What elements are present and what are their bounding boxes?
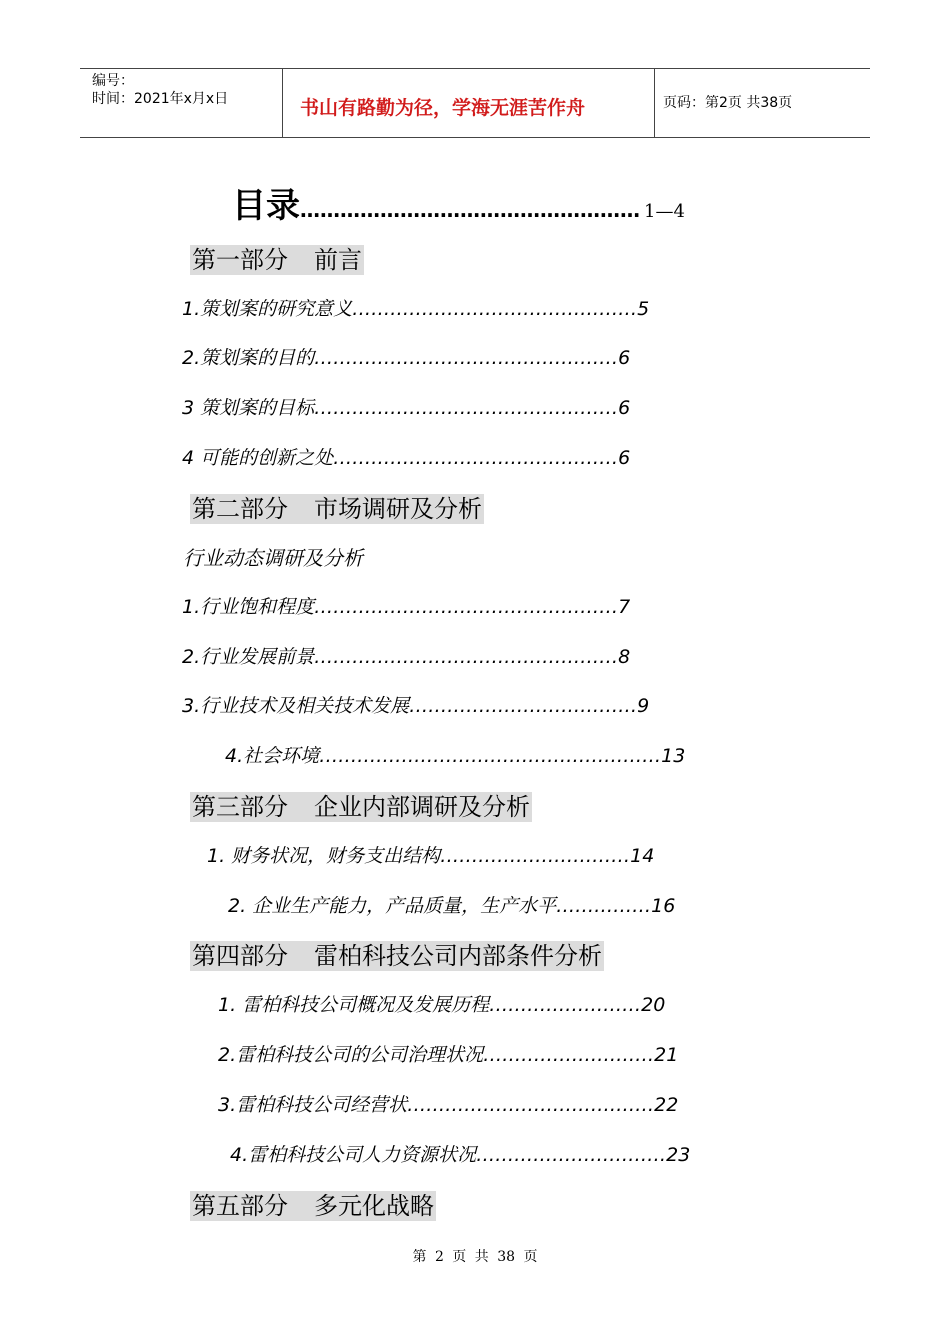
section-label: 第一部分 [192,246,288,274]
toc-subheading: 行业动态调研及分析 [183,546,363,570]
section-heading [190,792,532,822]
toc-entry[interactable]: 2.行业发展前景…………………………………………8 [182,646,631,668]
header-motto-cell [282,69,655,137]
header-page-cell [655,69,870,137]
toc-entry[interactable]: 1. 财务状况，财务支出结构…………………………14 [207,845,655,867]
section-heading [190,941,604,971]
number-label: 编号： [92,73,134,89]
section-title: 市场调研及分析 [314,495,482,523]
section-heading [190,494,484,524]
section-title: 多元化战略 [314,1192,434,1220]
toc-title [232,186,685,232]
time-label: 时间：2021年x月x日 [92,91,229,107]
toc-entry[interactable]: 1. 雷柏科技公司概况及发展历程……………………20 [218,994,666,1016]
toc-entry[interactable]: 4 可能的创新之处………………………………………6 [182,447,631,469]
toc-entry[interactable]: 2. 企业生产能力，产品质量，生产水平……………16 [228,895,676,917]
page-header [80,68,870,138]
toc-title-text: 目录 [232,186,300,226]
section-heading [190,245,364,275]
toc-entry[interactable]: 1.行业饱和程度…………………………………………7 [182,596,631,618]
toc-entry[interactable]: 3.雷柏科技公司经营状…………………………………22 [218,1094,679,1116]
toc-title-pages: 1—4 [644,201,685,222]
toc-entry[interactable]: 2.策划案的目的…………………………………………6 [182,347,631,369]
page-footer: 第 2 页 共 38 页 [412,1249,538,1265]
section-label: 第三部分 [192,793,288,821]
toc-entry[interactable]: 3.行业技术及相关技术发展………………………………9 [182,695,650,717]
section-label: 第四部分 [192,942,288,970]
section-heading [190,1191,436,1221]
toc-entry[interactable]: 2.雷柏科技公司的公司治理状况………………………21 [218,1044,679,1066]
section-title: 前言 [314,246,362,274]
section-title: 雷柏科技公司内部条件分析 [314,942,602,970]
toc-entry[interactable]: 4.社会环境………………………………………………13 [225,745,686,767]
header-meta-cell [80,69,283,137]
page-info: 页码：第2页 共38页 [663,95,793,111]
motto: 书山有路勤为径，学海无涯苦作舟 [300,97,586,119]
toc-entry[interactable]: 1.策划案的研究意义………………………………………5 [182,298,650,320]
toc-entry[interactable]: 4.雷柏科技公司人力资源状况…………………………23 [230,1144,691,1166]
toc-title-leader: …………………………………………… [300,198,640,222]
section-label: 第二部分 [192,495,288,523]
section-title: 企业内部调研及分析 [314,793,530,821]
section-label: 第五部分 [192,1192,288,1220]
toc-entry[interactable]: 3 策划案的目标…………………………………………6 [182,397,631,419]
